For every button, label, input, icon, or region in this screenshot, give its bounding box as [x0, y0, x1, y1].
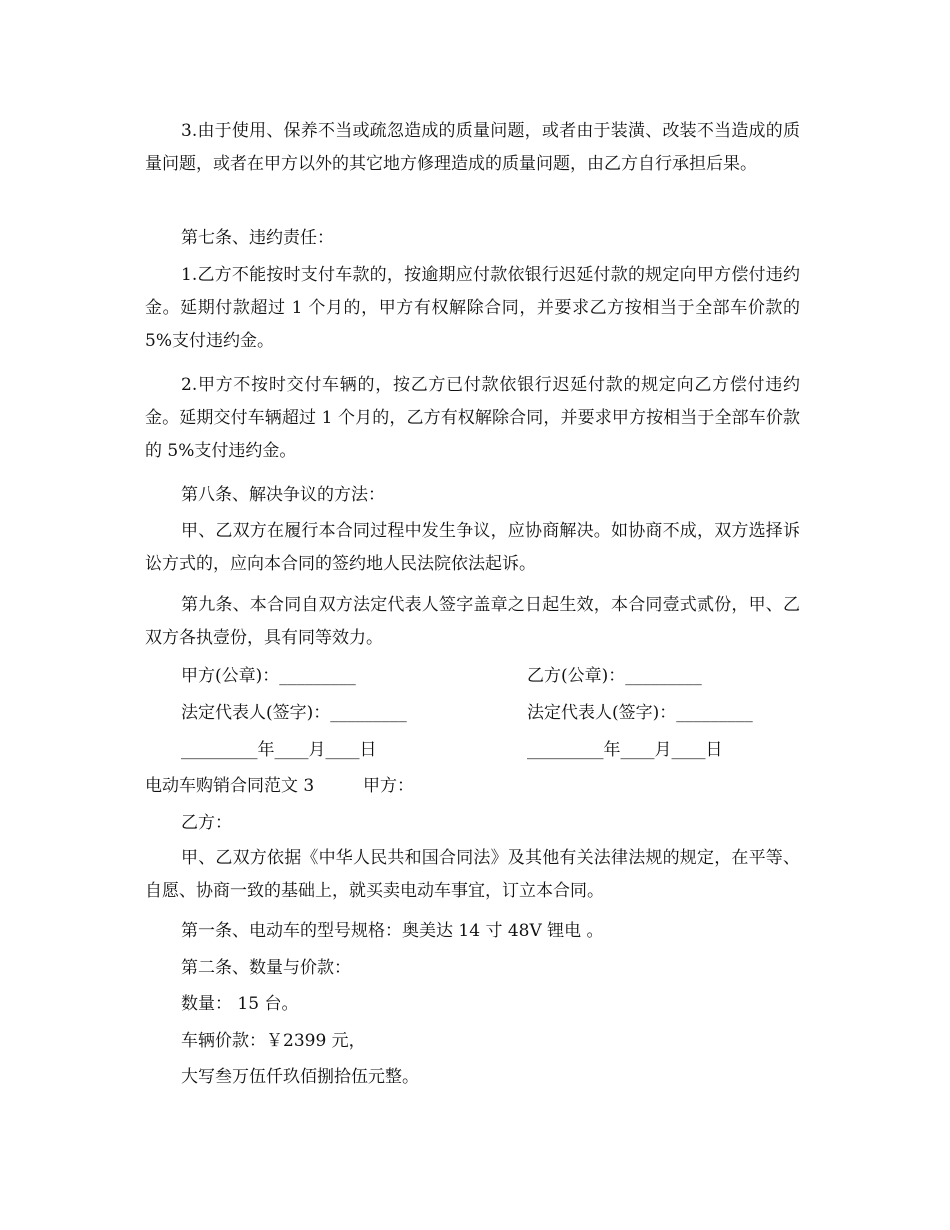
- clause-paragraph: 甲、乙双方在履行本合同过程中发生争议，应协商解决。如协商不成，双方选择诉讼方式的，应向本合同的签约地人民法院依法起诉。: [145, 521, 800, 574]
- contract-title: 电动车购销合同范文 3: [145, 776, 315, 796]
- price-in-words-line: 大写叁万伍仟玖佰捌拾伍元整。: [181, 1067, 419, 1087]
- party-a-date-line: _________年____月____日: [181, 740, 377, 760]
- clause-line: 第一条、电动车的型号规格：奥美达 14 寸 48V 锂电 。: [181, 921, 604, 941]
- clause-paragraph: 第九条、本合同自双方法定代表人签字盖章之日起生效，本合同壹式贰份，甲、乙双方各执壹份，具有同等效力。: [145, 595, 800, 648]
- section-heading: 第七条、违约责任：: [181, 228, 334, 248]
- party-b-seal-line: 乙方(公章)：_________: [527, 666, 702, 686]
- clause-paragraph: 甲、乙双方依据《中华人民共和国合同法》及其他有关法律法规的规定，在平等、自愿、协商一致的基础上，就买卖电动车事宜，订立本合同。: [145, 848, 800, 901]
- party-a-label: 甲方：: [363, 776, 414, 796]
- party-a-representative-line: 法定代表人(签字)：_________: [181, 703, 407, 723]
- quantity-line: 数量： 15 台。: [181, 994, 299, 1014]
- clause-paragraph: 1.乙方不能按时支付车款的，按逾期应付款依银行迟延付款的规定向甲方偿付违约金。延期付款超过 1 个月的，甲方有权解除合同，并要求乙方按相当于全部车价款的 5%支付违约金。: [145, 265, 800, 351]
- party-b-representative-line: 法定代表人(签字)：_________: [527, 703, 753, 723]
- party-b-date-line: _________年____月____日: [527, 740, 723, 760]
- clause-paragraph: 3.由于使用、保养不当或疏忽造成的质量问题，或者由于装潢、改装不当造成的质量问题，或者在甲方以外的其它地方修理造成的质量问题，由乙方自行承担后果。: [145, 121, 800, 174]
- price-line: 车辆价款：￥2399 元，: [181, 1031, 366, 1051]
- section-heading: 第二条、数量与价款：: [181, 958, 351, 978]
- clause-paragraph: 2.甲方不按时交付车辆的，按乙方已付款依银行迟延付款的规定向乙方偿付违约金。延期交付车辆超过 1 个月的，乙方有权解除合同，并要求甲方按相当于全部车价款的 5%支付违约金。: [145, 375, 800, 461]
- party-a-seal-line: 甲方(公章)：_________: [181, 666, 356, 686]
- party-b-label: 乙方：: [181, 813, 232, 833]
- section-heading: 第八条、解决争议的方法：: [181, 485, 385, 505]
